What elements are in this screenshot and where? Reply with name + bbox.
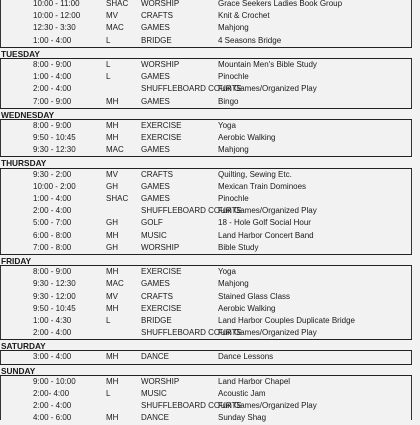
activity-category: GAMES — [141, 181, 170, 191]
activity-category: EXERCISE — [141, 133, 182, 143]
schedule-row — [0, 22, 412, 34]
activity-location: MH — [106, 413, 119, 423]
activity-category: GAMES — [141, 145, 170, 155]
activity-category: MUSIC — [141, 230, 167, 240]
schedule-row — [0, 35, 412, 47]
schedule-row — [0, 83, 412, 95]
activity-category: WORSHIP — [141, 59, 180, 69]
day-header: SUNDAY — [0, 364, 412, 376]
schedule-row — [0, 291, 412, 303]
activity-category: EXERCISE — [141, 267, 182, 277]
schedule-row — [0, 376, 412, 388]
activity-location: L — [106, 72, 111, 82]
activity-name: Pinochle — [218, 194, 249, 203]
schedule-row — [0, 59, 412, 71]
activity-category: DANCE — [141, 352, 170, 362]
schedule-row — [0, 217, 412, 229]
activity-category: WORSHIP — [141, 376, 180, 386]
activity-category: SHUFFLEBOARD COURTS — [141, 206, 242, 216]
day-header: WEDNESDAY — [0, 108, 412, 120]
activity-name: Mexican Train Dominoes — [218, 181, 307, 191]
activity-name: Knit & Crochet — [218, 11, 270, 21]
activity-location: L — [106, 35, 111, 45]
activity-category: WORSHIP — [141, 242, 180, 252]
activity-category: SHUFFLEBOARD COURTS — [141, 401, 242, 411]
schedule-row — [0, 278, 412, 290]
schedule-row — [0, 230, 412, 242]
activity-name: Dance Lessons — [218, 352, 274, 362]
activity-name: Land Harbor Concert Band — [218, 230, 314, 240]
activity-time: 9:00 - 10:00 — [33, 376, 76, 386]
activity-location: MAC — [106, 145, 124, 155]
day-header: SATURDAY — [0, 339, 412, 351]
activity-location: MH — [106, 230, 119, 240]
schedule-row — [0, 181, 412, 193]
schedule-row — [0, 315, 412, 327]
activity-location: SHAC — [106, 0, 129, 8]
activity-location: MH — [106, 96, 119, 106]
activity-time: 9:30 - 12:00 — [33, 291, 76, 301]
schedule-row — [0, 327, 412, 339]
activity-name: Grace Seekers Ladies Book Group — [218, 0, 343, 8]
activity-time: 9:50 - 10:45 — [33, 303, 76, 313]
activity-location: L — [106, 315, 111, 325]
activity-location: MH — [106, 376, 119, 386]
activity-time: 10:00 - 2:00 — [33, 181, 76, 191]
schedule-row — [0, 120, 412, 132]
activity-name: Bingo — [218, 96, 239, 106]
activity-name: Land Harbor Couples Duplicate Bridge — [218, 315, 355, 325]
activity-location: MH — [106, 352, 119, 362]
activity-time: 1:00 - 4:30 — [33, 315, 72, 325]
activity-location: MAC — [106, 23, 124, 33]
activity-name: Aerobic Walking — [218, 303, 276, 313]
activity-category: BRIDGE — [141, 315, 172, 325]
schedule-row — [0, 388, 412, 400]
activity-time: 10:00 - 12:00 — [33, 11, 81, 21]
activity-time: 2:00 - 4:00 — [33, 401, 72, 411]
activity-name: Sunday Shag — [218, 413, 267, 423]
activity-location: MH — [106, 133, 119, 143]
activity-category: GOLF — [141, 218, 163, 228]
schedule-row — [0, 351, 412, 363]
schedule-row — [0, 10, 412, 22]
activity-name: Mahjong — [218, 279, 249, 289]
activity-location: MV — [106, 11, 118, 21]
activity-name: Fun Games/Organized Play — [218, 401, 317, 411]
activity-category: MUSIC — [141, 389, 167, 398]
activity-category: GAMES — [141, 194, 170, 203]
activity-time: 2:00 - 4:00 — [33, 84, 72, 94]
activity-name: Mahjong — [218, 23, 249, 33]
activity-category: GAMES — [141, 23, 170, 33]
schedule-row — [0, 71, 412, 83]
activity-time: 9:30 - 2:00 — [33, 169, 72, 179]
activity-name: 18 - Hole Golf Social Hour — [218, 218, 311, 228]
activity-time: 6:00 - 8:00 — [33, 230, 72, 240]
activity-time: 7:00 - 9:00 — [33, 96, 72, 106]
day-header: FRIDAY — [0, 254, 412, 266]
activity-time: 4:00 - 6:00 — [33, 413, 72, 423]
activity-time: 2:00 - 4:00 — [33, 206, 72, 216]
activity-location: L — [106, 389, 111, 398]
activity-name: Mountain Men's Bible Study — [218, 59, 317, 69]
schedule-row — [0, 205, 412, 217]
activity-location: MV — [106, 291, 118, 301]
schedule-row — [0, 0, 412, 10]
activity-name: Quilting, Sewing Etc. — [218, 169, 292, 179]
activity-category: GAMES — [141, 279, 170, 289]
activity-name: Fun Games/Organized Play — [218, 84, 317, 94]
activity-location: GH — [106, 218, 118, 228]
schedule-row — [0, 169, 412, 181]
activity-time: 12:30 - 3:30 — [33, 23, 76, 33]
activity-name: Stained Glass Class — [218, 291, 291, 301]
activity-time: 8:00 - 9:00 — [33, 59, 72, 69]
activity-name: Fun Games/Organized Play — [218, 206, 317, 216]
activity-name: Yoga — [218, 120, 236, 130]
activity-category: BRIDGE — [141, 35, 172, 45]
activity-name: Yoga — [218, 267, 236, 277]
activity-category: GAMES — [141, 72, 170, 82]
activity-category: EXERCISE — [141, 303, 182, 313]
activity-time: 9:50 - 10:45 — [33, 133, 76, 143]
activity-time: 9:30 - 12:30 — [33, 145, 76, 155]
activity-location: MH — [106, 267, 119, 277]
schedule-row — [0, 132, 412, 144]
activity-category: SHUFFLEBOARD COURTS — [141, 328, 242, 338]
activity-category: WORSHIP — [141, 0, 180, 8]
activity-time: 3:00 - 4:00 — [33, 352, 72, 362]
activity-category: DANCE — [141, 413, 170, 423]
schedule-row — [0, 193, 412, 205]
schedule-row — [0, 96, 412, 108]
activity-time: 10:00 - 11:00 — [33, 0, 80, 8]
activity-time: 1:00 - 4:00 — [33, 35, 72, 45]
schedule-row — [0, 400, 412, 412]
activity-name: Aerobic Walking — [218, 133, 276, 143]
activity-category: CRAFTS — [141, 169, 173, 179]
activity-name: 4 Seasons Bridge — [218, 35, 282, 45]
schedule-row — [0, 242, 412, 254]
schedule-row — [0, 144, 412, 156]
schedule-row — [0, 303, 412, 315]
schedule-row — [0, 266, 412, 278]
activity-name: Fun Games/Organized Play — [218, 328, 317, 338]
schedule-row — [0, 412, 412, 424]
activity-category: SHUFFLEBOARD COURTS — [141, 84, 242, 94]
activity-location: MH — [106, 303, 119, 313]
activity-time: 9:30 - 12:30 — [33, 279, 76, 289]
activity-location: MV — [106, 169, 118, 179]
activity-category: CRAFTS — [141, 291, 173, 301]
activity-time: 5:00 - 7:00 — [33, 218, 72, 228]
activity-time: 2:00- 4:00 — [33, 389, 70, 398]
activity-location: GH — [106, 181, 118, 191]
activity-category: CRAFTS — [141, 11, 173, 21]
activity-name: Acoustic Jam — [218, 389, 266, 398]
activity-time: 2:00 - 4:00 — [33, 328, 72, 338]
activity-name: Land Harbor Chapel — [218, 376, 291, 386]
activity-name: Mahjong — [218, 145, 249, 155]
activity-time: 7:00 - 8:00 — [33, 242, 72, 252]
activity-name: Bible Study — [218, 242, 259, 252]
day-header: TUESDAY — [0, 47, 412, 59]
day-header: THURSDAY — [0, 156, 412, 168]
activity-category: EXERCISE — [141, 120, 182, 130]
activity-time: 1:00 - 4:00 — [33, 194, 72, 203]
activity-location: SHAC — [106, 194, 129, 203]
activity-location: L — [106, 59, 111, 69]
activity-location: MAC — [106, 279, 124, 289]
activity-category: GAMES — [141, 96, 170, 106]
activity-location: MH — [106, 120, 119, 130]
activity-time: 8:00 - 9:00 — [33, 120, 72, 130]
activity-time: 8:00 - 9:00 — [33, 267, 72, 277]
activity-location: GH — [106, 242, 118, 252]
activity-name: Pinochle — [218, 72, 249, 82]
activity-time: 1:00 - 4:00 — [33, 72, 72, 82]
